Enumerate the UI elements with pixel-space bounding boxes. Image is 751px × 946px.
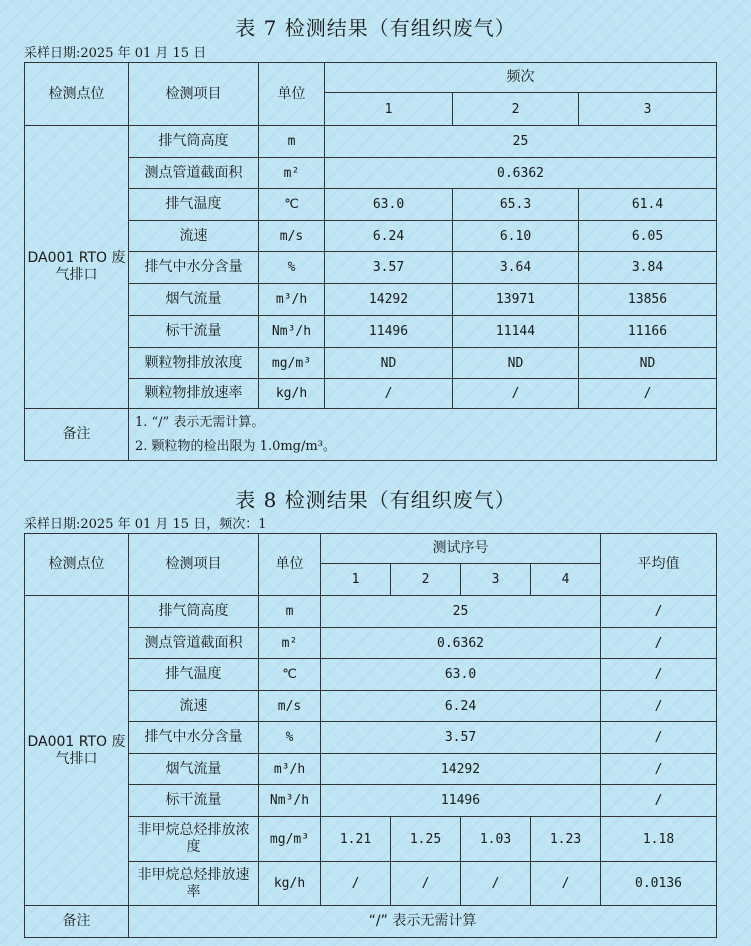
table8-title: 表 8 检测结果（有组织废气） <box>235 488 516 512</box>
t8-average: / <box>601 596 717 628</box>
t8-value: / <box>321 862 391 906</box>
t8-unit: kg/h <box>259 862 321 906</box>
t8-value: 1.03 <box>461 817 531 862</box>
t8-item: 标干流量 <box>129 785 259 817</box>
t7-unit: m <box>259 126 325 158</box>
t7-value: 0.6362 <box>325 158 717 189</box>
t8-value: / <box>391 862 461 906</box>
t8-unit: m³/h <box>259 754 321 785</box>
t7-item: 排气筒高度 <box>129 126 259 158</box>
t8-value: / <box>531 862 601 906</box>
t8-value: 3.57 <box>321 722 601 754</box>
t8-item: 排气温度 <box>129 659 259 691</box>
t7-unit: mg/m³ <box>259 348 325 379</box>
t8-header-average: 平均值 <box>601 534 717 596</box>
t8-unit: m² <box>259 628 321 659</box>
t8-header-s3: 3 <box>461 564 531 596</box>
t8-header-point: 检测点位 <box>25 534 129 596</box>
table7 <box>24 62 717 461</box>
t8-value: 6.24 <box>321 691 601 722</box>
t7-header-frequency: 频次 <box>325 63 717 93</box>
t7-value: 3.57 <box>325 252 453 284</box>
t7-remark-line: 2. 颗粒物的检出限为 1.0mg/m³。 <box>135 438 336 454</box>
t8-header-item: 检测项目 <box>129 534 259 596</box>
t8-average: / <box>601 754 717 785</box>
t7-item: 测点管道截面积 <box>129 158 259 189</box>
t7-value: 3.64 <box>453 252 579 284</box>
t8-average: / <box>601 785 717 817</box>
t7-header-f1: 1 <box>325 93 453 126</box>
t8-item: 排气中水分含量 <box>129 722 259 754</box>
t8-header-s1: 1 <box>321 564 391 596</box>
t7-unit: m/s <box>259 221 325 252</box>
t7-remark-line: 1. “/” 表示无需计算。 <box>135 414 265 430</box>
t8-remarks: “/” 表示无需计算 <box>129 906 717 938</box>
t7-unit: ℃ <box>259 189 325 221</box>
t8-average: / <box>601 722 717 754</box>
t8-value: 25 <box>321 596 601 628</box>
t8-average: / <box>601 659 717 691</box>
t7-value: / <box>453 379 579 409</box>
t8-value: 1.25 <box>391 817 461 862</box>
table8 <box>24 533 717 938</box>
t7-value: 14292 <box>325 284 453 316</box>
t8-item: 测点管道截面积 <box>129 628 259 659</box>
t8-value: 63.0 <box>321 659 601 691</box>
t7-header-item: 检测项目 <box>129 63 259 126</box>
t7-item: 排气中水分含量 <box>129 252 259 284</box>
t7-value: ND <box>325 348 453 379</box>
t7-unit: m² <box>259 158 325 189</box>
t7-unit: kg/h <box>259 379 325 409</box>
table7-sampling-date: 采样日期:2025 年 01 月 15 日 <box>24 46 207 61</box>
t8-item: 烟气流量 <box>129 754 259 785</box>
t8-header-test-seq: 测试序号 <box>321 534 601 564</box>
t8-unit: m/s <box>259 691 321 722</box>
t8-item: 非甲烷总烃排放浓度 <box>129 817 259 862</box>
t8-item: 非甲烷总烃排放速率 <box>129 862 259 906</box>
t7-value: 6.10 <box>453 221 579 252</box>
t8-unit: Nm³/h <box>259 785 321 817</box>
t8-unit: m <box>259 596 321 628</box>
t8-unit: mg/m³ <box>259 817 321 862</box>
t7-value: 13971 <box>453 284 579 316</box>
t7-value: 65.3 <box>453 189 579 221</box>
table7-title: 表 7 检测结果（有组织废气） <box>235 16 516 40</box>
t7-value: / <box>579 379 717 409</box>
t8-value: 0.6362 <box>321 628 601 659</box>
t7-item: 标干流量 <box>129 316 259 348</box>
t7-unit: Nm³/h <box>259 316 325 348</box>
t8-value: 1.23 <box>531 817 601 862</box>
t8-monitoring-point: DA001 RTO 废气排口 <box>25 596 129 906</box>
t7-value: 6.24 <box>325 221 453 252</box>
t7-value: 11166 <box>579 316 717 348</box>
t8-item: 排气筒高度 <box>129 596 259 628</box>
t7-header-point: 检测点位 <box>25 63 129 126</box>
t7-unit: m³/h <box>259 284 325 316</box>
t7-value: 3.84 <box>579 252 717 284</box>
t7-value: ND <box>579 348 717 379</box>
t7-value: ND <box>453 348 579 379</box>
t7-remarks <box>129 409 717 461</box>
t7-value: 63.0 <box>325 189 453 221</box>
t8-unit: ℃ <box>259 659 321 691</box>
t8-average: / <box>601 691 717 722</box>
t8-value: 11496 <box>321 785 601 817</box>
t8-average: 1.18 <box>601 817 717 862</box>
t7-item: 烟气流量 <box>129 284 259 316</box>
t7-item: 颗粒物排放速率 <box>129 379 259 409</box>
t7-item: 颗粒物排放浓度 <box>129 348 259 379</box>
t7-header-unit: 单位 <box>259 63 325 126</box>
t8-header-s2: 2 <box>391 564 461 596</box>
t7-value: 11496 <box>325 316 453 348</box>
t7-value: 25 <box>325 126 717 158</box>
t7-header-f3: 3 <box>579 93 717 126</box>
t8-remarks-label: 备注 <box>25 906 129 938</box>
t8-header-s4: 4 <box>531 564 601 596</box>
t7-value: / <box>325 379 453 409</box>
t8-value: / <box>461 862 531 906</box>
t7-value: 6.05 <box>579 221 717 252</box>
t7-unit: % <box>259 252 325 284</box>
t7-item: 流速 <box>129 221 259 252</box>
t7-value: 13856 <box>579 284 717 316</box>
t7-header-f2: 2 <box>453 93 579 126</box>
t7-value: 11144 <box>453 316 579 348</box>
t8-header-unit: 单位 <box>259 534 321 596</box>
t7-value: 61.4 <box>579 189 717 221</box>
t8-average: / <box>601 628 717 659</box>
table8-sampling-date: 采样日期:2025 年 01 月 15 日，频次：1 <box>24 517 267 532</box>
t8-value: 1.21 <box>321 817 391 862</box>
t7-item: 排气温度 <box>129 189 259 221</box>
t7-monitoring-point: DA001 RTO 废气排口 <box>25 126 129 409</box>
t7-remarks-label: 备注 <box>25 409 129 461</box>
t8-value: 14292 <box>321 754 601 785</box>
t8-item: 流速 <box>129 691 259 722</box>
t8-average: 0.0136 <box>601 862 717 906</box>
t8-unit: % <box>259 722 321 754</box>
